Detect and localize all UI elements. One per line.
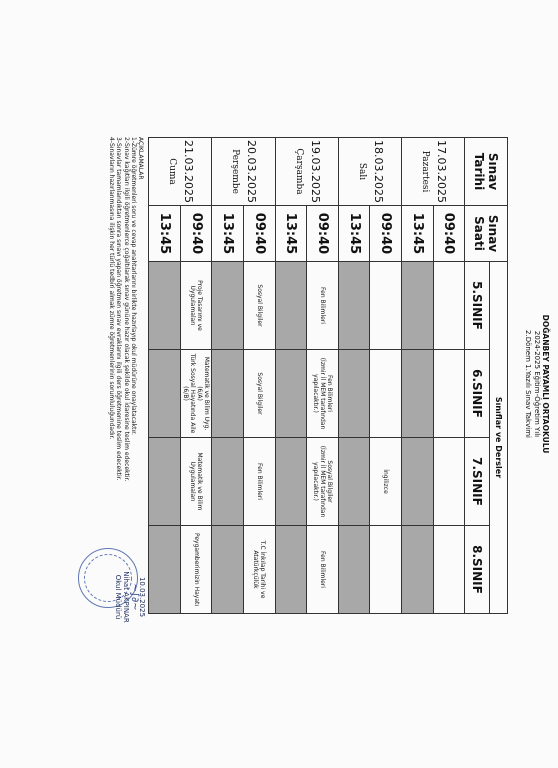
principal-name: Nihat AKPINAR [122,571,130,623]
exam-time: 09:40 [433,206,465,262]
school-name: DOĞANBEY PAYAMLI ORTAOKULU [541,314,550,454]
schedule-row [401,138,433,614]
exam-time: 13:45 [149,206,181,262]
class-header: 7.SINIF [465,438,489,526]
subject-name: Sosyal Bilgiler [255,284,263,327]
subject-cell [433,526,465,614]
subject-cell [212,350,244,438]
exam-day: Çarşamba [293,148,304,195]
exam-date-cell [338,138,401,206]
time-column-header: Sınav Saati [465,206,508,262]
note-item: 2-Sınav kağıtları ilgili öğretmenlerce çoğaltılarak sınav gününe hazır olacak şekilde okul idaresine teslim edecektir. [122,137,130,482]
academic-year: 2024-2025 Eğitim-Öğretim Yılı [533,330,541,438]
subject-cell [243,350,275,438]
exam-date-cell [401,138,464,206]
classes-and-subjects-header: Sınıflar ve Dersler [489,262,507,614]
exam-date-cell [149,138,212,206]
subject-cell [212,262,244,350]
subject-name: Fen Bilimleri [318,551,326,588]
subject-cell [370,262,402,350]
class-header: 5.SINIF [465,262,489,350]
note-item: 1-Zümre öğretmenleri soru ve cevap anahtarlarını birlikte hazırlayıp okul müdürüne onaylatacaktır. [129,137,137,436]
subject-cell [180,350,212,438]
subject-cell [401,526,433,614]
subject-cell [149,526,181,614]
subject-cell [370,350,402,438]
document-header [523,0,550,768]
subject-cell [243,526,275,614]
schedule-row [212,138,244,614]
exam-date-cell [275,138,338,206]
header-row [489,138,507,614]
schedule-row [370,138,402,614]
explanations-title: AÇIKLAMALAR [137,137,144,180]
exam-day: Perşembe [230,149,241,194]
subject-cell [307,350,339,438]
subject-name: Fen Bilimleri [255,463,263,500]
subject-name: Fen Bilimleri [325,375,333,412]
subject-note: Türk Sosyal Hayatında Aile (6/B) [182,353,197,434]
subject-cell [307,438,339,526]
exam-time: 13:45 [338,206,370,262]
principal-title: Okul Müdürü [114,574,122,620]
schedule-row [338,138,370,614]
subject-cell [370,526,402,614]
subject-name: Matematik ve Bilim Uygulamaları [189,452,204,511]
subject-cell [433,438,465,526]
subject-cell [401,438,433,526]
subject-cell [307,526,339,614]
exam-date-cell [212,138,275,206]
subject-cell [338,438,370,526]
exam-time: 13:45 [401,206,433,262]
subject-note: (İzmir İl MEM tarafından yapılacaktır.) [311,357,326,430]
date-column-header: Sınav Tarihi [465,138,508,206]
subject-cell [275,350,307,438]
exam-time: 09:40 [370,206,402,262]
exam-time: 13:45 [212,206,244,262]
exam-calendar-title: 2.Dönem 1.Yazılı Sınav Takvimi [524,330,532,438]
subject-cell [338,262,370,350]
exam-schedule-table [148,137,508,614]
exam-time: 13:45 [275,206,307,262]
exam-date: 17.03.2025 [435,140,449,203]
subject-cell [401,262,433,350]
subject-cell [275,526,307,614]
subject-cell [370,438,402,526]
subject-cell [433,350,465,438]
exam-day: Cuma [167,158,178,185]
subject-cell [180,526,212,614]
schedule-row [149,138,181,614]
subject-name: Proje Tasarımı ve Uygulamaları [189,280,204,331]
subject-cell [212,438,244,526]
subject-cell [212,526,244,614]
subject-cell [307,262,339,350]
exam-day: Salı [356,162,367,181]
principal-signature [114,567,146,627]
exam-time: 09:40 [243,206,275,262]
schedule-row [180,138,212,614]
exam-day: Pazartesi [420,150,431,193]
schedule-row [275,138,307,614]
subject-name: Peygamberimizin Hayatı [192,532,200,607]
subject-cell [149,350,181,438]
subject-cell [338,350,370,438]
class-header: 6.SINIF [465,350,489,438]
handwritten-signature: ~∫∂~ [129,583,140,611]
subject-cell [149,438,181,526]
note-item: 4-Sınavların hazırlanmasına ilişkin her türlü tedbiri almak zümre öğretmenlerinin sorumluluğundadır. [108,137,116,440]
subject-cell [275,438,307,526]
exam-date: 18.03.2025 [371,140,385,203]
subject-cell [149,262,181,350]
subject-cell [243,438,275,526]
subject-name: T.C İnkılap Tarihi ve Atatürkçülük [252,540,267,599]
schedule-row [307,138,339,614]
subject-cell [338,526,370,614]
exam-date: 21.03.2025 [182,140,196,203]
exam-date: 20.03.2025 [245,140,259,203]
subject-name: Sosyal Bilgiler [325,460,333,503]
subject-cell [401,350,433,438]
subject-cell [180,438,212,526]
note-item: 3-Sınavlar tamamlandıktan sonra sınavı yapan öğretmen sınav evraklarını ilgili ders öğretmenine teslim edecektir. [115,137,123,481]
subject-name: Matematik ve Bilim Uyg. (6/A) [196,356,211,431]
exam-time: 09:40 [180,206,212,262]
schedule-row [433,138,465,614]
exam-date: 19.03.2025 [308,140,322,203]
subject-name: İngilizce [382,469,390,494]
signature-date: 10.03.2025 [138,576,146,618]
schedule-row [243,138,275,614]
class-header: 8.SINIF [465,526,489,614]
subject-note: (İzmir İl MEM tarafından yapılacaktır.) [311,445,326,518]
subject-cell [275,262,307,350]
exam-time: 09:40 [307,206,339,262]
subject-name: Sosyal Bilgiler [255,372,263,415]
subject-cell [433,262,465,350]
subject-cell [180,262,212,350]
subject-name: Fen Bilimleri [318,287,326,324]
subject-cell [243,262,275,350]
